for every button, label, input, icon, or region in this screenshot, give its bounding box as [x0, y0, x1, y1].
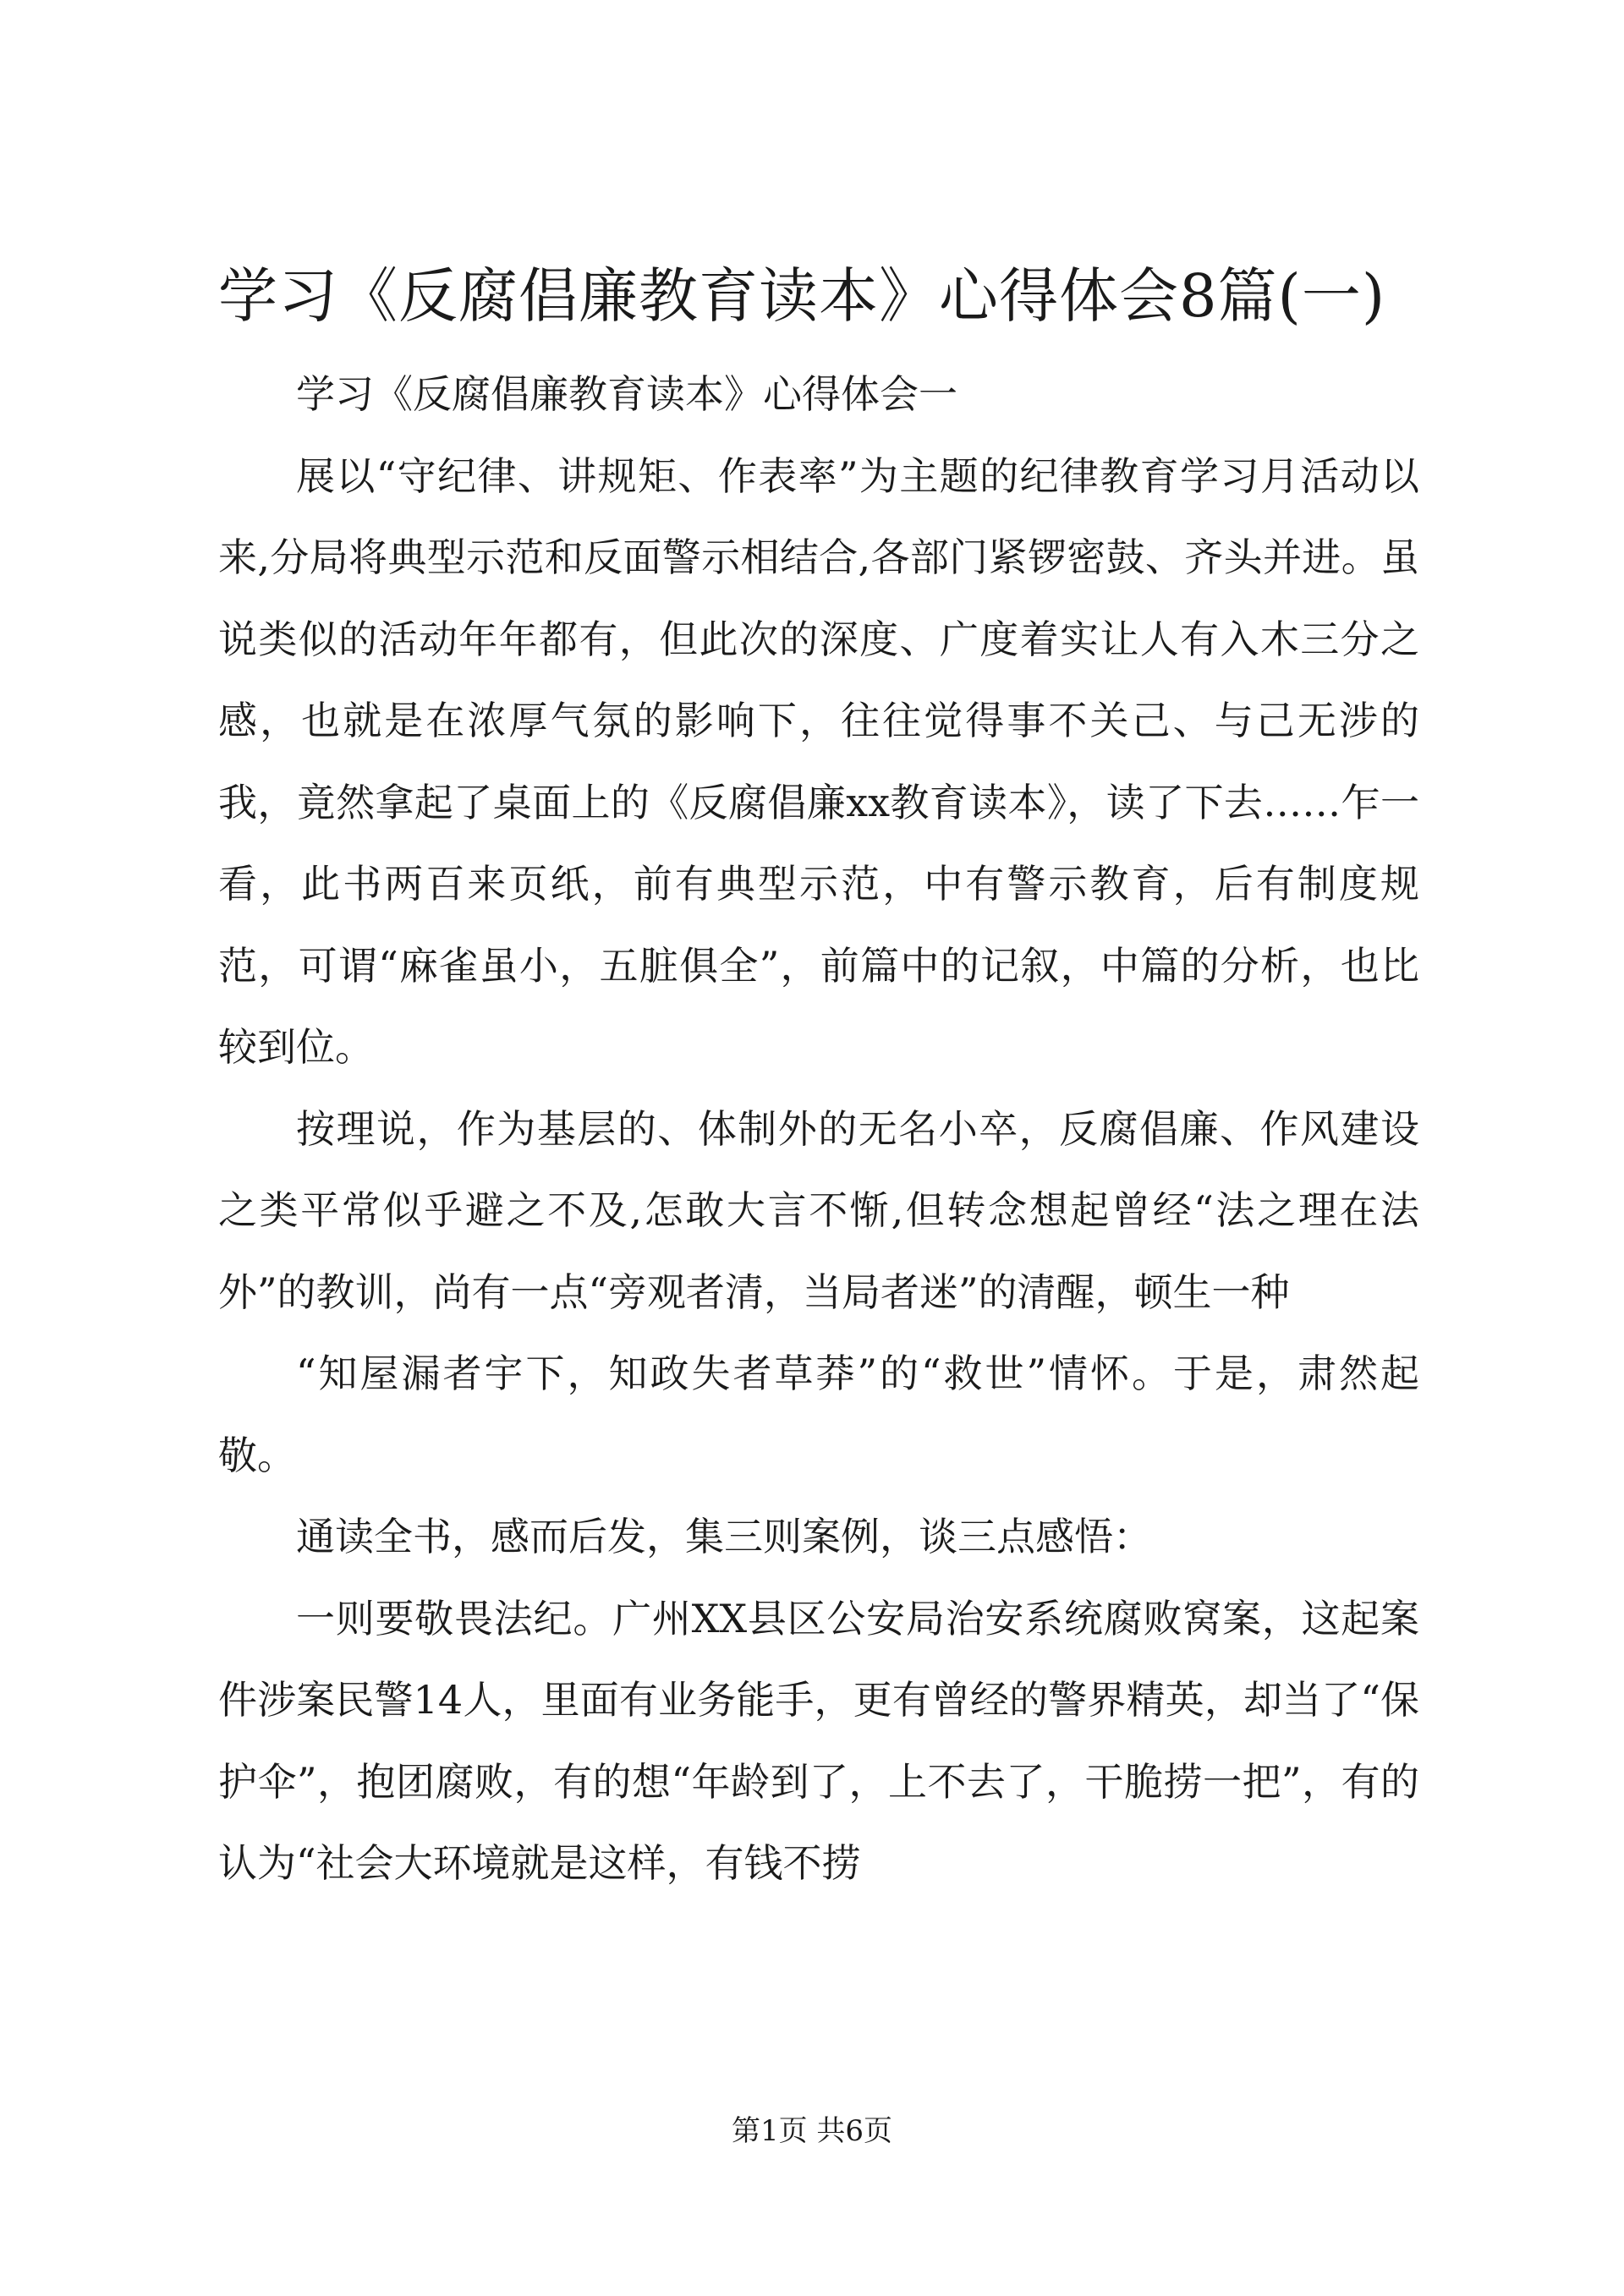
document-title: 学习《反腐倡廉教育读本》心得体会8篇(一)	[218, 261, 1386, 331]
paragraph-3: “知屋漏者宇下，知政失者草莽”的“救世”情怀。于是，肃然起敬。	[218, 1351, 1419, 1478]
paragraph-1: 展以“守纪律、讲规矩、作表率”为主题的纪律教育学习月活动以来,分局将典型示范和反面警示相结合,各部门紧锣密鼓、齐头并进。虽说类似的活动年年都有，但此次的深度、广度着实让人有入木三分之感，也就是在浓厚气氛的影响下，往往觉得事不关己、与己无涉的我，竟然拿起了桌面上的《反腐倡廉xx教育读本》，读了下去……乍一看，此书两百来页纸，前有典型示范，中有警示教育，后有制度规范，可谓“麻雀虽小，五脏俱全”，前篇中的记叙，中篇的分析，也比较到位。	[218, 452, 1419, 1070]
paragraph-5: 一则要敬畏法纪。广州XX县区公安局治安系统腐败窝案，这起案件涉案民警14人，里面有业务能手，更有曾经的警界精英，却当了“保护伞”，抱团腐败，有的想“年龄到了，上不去了，干脆捞一把”，有的认为“社会大环境就是这样，有钱不捞	[218, 1595, 1419, 1886]
page-number: 第1页 共6页	[731, 2114, 893, 2148]
paragraph-4: 通读全书，感而后发，集三则案例，谈三点感悟：	[296, 1514, 1152, 1559]
page-footer	[0, 2110, 1624, 2152]
document-body	[218, 353, 1419, 1904]
section-heading: 学习《反腐倡廉教育读本》心得体会一	[296, 371, 957, 417]
paragraph-2: 按理说，作为基层的、体制外的无名小卒，反腐倡廉、作风建设之类平常似乎避之不及,怎敢大言不惭,但转念想起曾经“法之理在法外”的教训，尚有一点“旁观者清，当局者迷”的清醒，顿生一种	[218, 1105, 1419, 1315]
